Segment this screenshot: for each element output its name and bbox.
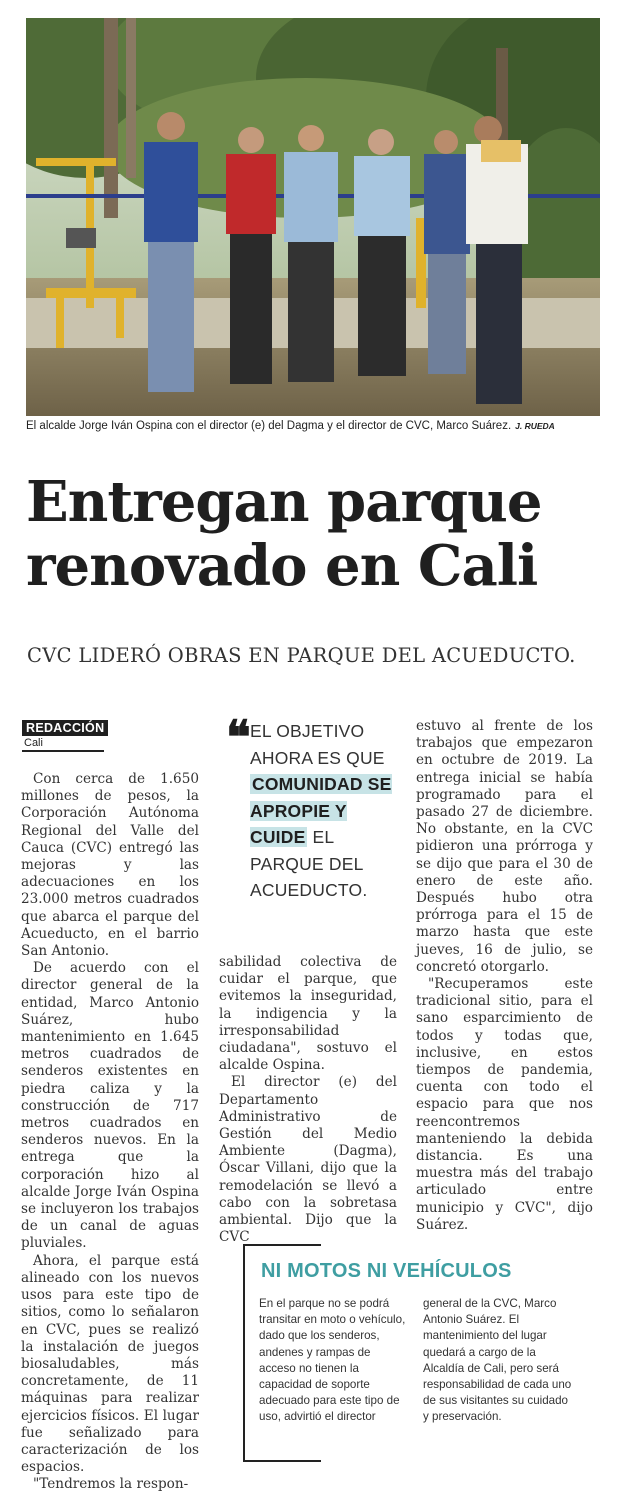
box-border-left (243, 1244, 245, 1462)
box-border-bottom (243, 1460, 321, 1462)
headline (26, 470, 606, 598)
article-column-1 (21, 771, 199, 1494)
sidebar-box (243, 1244, 595, 1462)
quote-mark-icon: ❝ (226, 710, 251, 764)
paragraph: Ahora, el parque está alineado con los nuevos usos para este tipo de sitios, como lo señalaron en CVC, pues se realizó la instalación de juegos biosaludables, más concretamente, de 11 máquinas para realizar ejercicios físicos. El lugar fue señalizado para caracterización de los espacios. (21, 1252, 199, 1476)
photo-caption (26, 420, 600, 432)
pull-quote (226, 710, 404, 904)
paragraph: El director (e) del Departamento Administrativo de Gestión del Medio Ambiente (Dagma), Óscar Villani, dijo que la remodelación se llevó a cabo con la sobretasa ambiental. Dijo que la CVC (219, 1074, 397, 1246)
article-photo (26, 18, 600, 416)
sidebar-title: NI MOTOS NI VEHÍCULOS (261, 1260, 512, 1282)
paragraph: De acuerdo con el director general de la entidad, Marco Antonio Suárez, hubo mantenimiento en 1.645 metros cuadrados de senderos existentes en piedra caliza y la construcción de 717 metros cuadrados en senderos nuevos. En la entrega que la corporación hizo al alcalde Jorge Iván Ospina se incluyeron los trabajos de un canal de aguas pluviales. (21, 960, 199, 1252)
paragraph: "Tendremos la respon- (33, 1476, 189, 1493)
paragraph: estuvo al frente de los trabajos que empezaron en octubre de 2019. La entrega inicial se había programado para el pasado 27 de diciembre. No obstante, en la CVC pidieron una prórroga y se dijo que para el 30 de enero de este año. Después hubo otra prórroga para el 15 de marzo hasta que este jueves, 16 de julio, se concretó otorgarlo. (416, 718, 593, 975)
headline-line-2: renovado en Cali (26, 533, 538, 599)
photo-credit: J. RUEDA (515, 421, 555, 431)
paragraph: sabilidad colectiva de cuidar el parque, que evitemos la inseguridad, la indigencia y la irresponsabilidad ciudadana", sostuvo el alcalde Ospina. (219, 954, 397, 1074)
sidebar-text-right: general de la CVC, Marco Antonio Suárez. El mantenimiento del lugar quedará a cargo de la Alcaldía de Cali, pero será responsabilidad de cada uno de sus visitantes su cuidado y preservación. (423, 1297, 572, 1424)
paragraph: "Recuperamos este tradicional sitio, para el sano esparcimiento de todos y todas que, inclusive, en estos tiempos de pandemia, cuenta con todo el espacio para que nos reencontremos manteniendo la debida distancia. Es una muestra más del trabajo articulado entre municipio y CVC", dijo Suárez. (416, 976, 593, 1233)
box-border-top (243, 1244, 321, 1246)
park-ribbon-cutting-illustration (26, 18, 600, 416)
sidebar-text-left: En el parque no se podrá transitar en moto o vehículo, dado que los senderos, andenes y rampas de acceso no tienen la capacidad de soporte adecuado para este tipo de uso, advirtió el director (259, 1297, 406, 1424)
headline-line-1: Entregan parque (26, 469, 542, 535)
paragraph: Con cerca de 1.650 millones de pesos, la Corporación Autónoma Regional del Valle del Cauca (CVC) entregó las mejoras y las adecuaciones en los 23.000 metros cuadrados que abarca el parque del Acueducto, en el barrio San Antonio. (21, 771, 199, 960)
article-column-3 (416, 718, 593, 1234)
byline-tag: REDACCIÓN (22, 720, 108, 736)
quote-after: EL PARQUE DEL ACUEDUCTO. (250, 827, 368, 900)
article-column-2 (219, 954, 397, 1246)
byline-place: Cali (22, 736, 104, 752)
quote-highlight: COMUNIDAD SE APROPIE Y CUIDE (250, 774, 392, 847)
caption-text: El alcalde Jorge Iván Ospina con el director (e) del Dagma y el director de CVC, Marco Suárez. (26, 420, 512, 432)
quote-before: EL OBJETIVO AHORA ES QUE (250, 721, 385, 768)
pull-quote-text (250, 718, 404, 904)
kicker: CVC LIDERÓ OBRAS EN PARQUE DEL ACUEDUCTO. (27, 644, 576, 667)
byline (22, 717, 104, 752)
